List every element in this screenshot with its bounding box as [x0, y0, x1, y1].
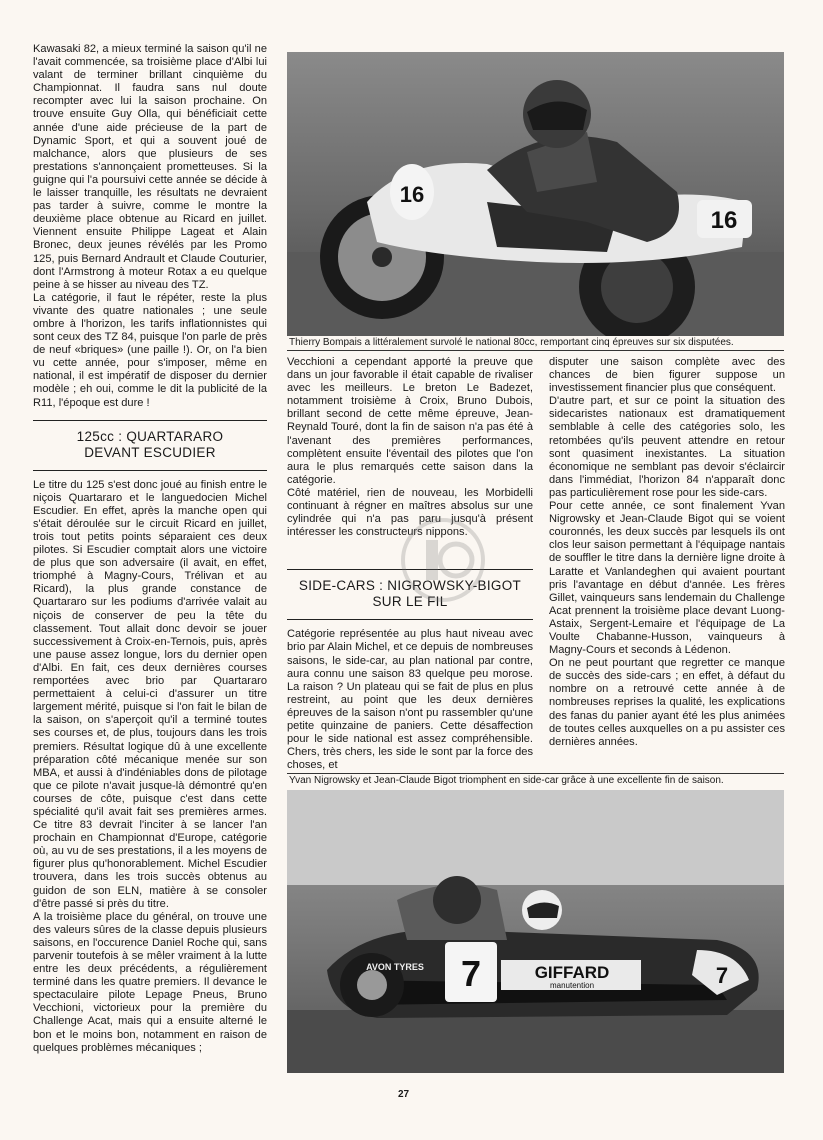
- col2-paragraph-1: Vecchioni a cependant apporté la preuve que dans un jour favorable il était capable de rivaliser avec les meilleurs. Le breton Le Badezet, notamment troisième à Croix, Bruno Dubois, brillant second de cette même épreuve, Jean-Reynald Touré, dont la fin de saison n'a pas été à l'avenant des premières performances, complètent ensuite l'éventail des pilotes que l'on aura le plus remarqués cette saison dans la catégorie.: [287, 356, 533, 486]
- bottom-front-number: 7: [460, 953, 482, 994]
- col2-paragraph-3: Catégorie représentée au plus haut niveau avec brio par Alain Michel, et ce depuis de nombreuses saisons, le side-car, au plan national par contre, aura connu une saison 83 quelque peu morose. La raison ? Un plateau qui se fait de plus en plus restreint, au point que les deux dernières épreuves de la saison n'ont pu rassembler qu'une petite quinzaine de paniers. Cette désaffection pour le side national est assez compréhensible. Chers, très chers, les side le sont par la force des choses, et: [287, 628, 533, 772]
- col3-paragraph-3: Pour cette année, ce sont finalement Yvan Nigrowsky et Jean-Claude Bigot qui se voient couronnés, les deux succès par lesquels ils ont clos leur saison permettant à l'équipage nantais de souffler le titre dans la dernière ligne droite à Laratte et Vanlandeghen qui avaient pourtant pris l'avantage en début d'année. Les frères Gillet, vainqueurs sans lendemain du Challenge Acat prennent la troisième place devant Luong-Astaix, Sergent-Lemaire et l'équipage de La Voulte Chabanne-Husson, vainqueurs à Magny-Cours et seconds à Lédenon.: [549, 500, 785, 657]
- column-3: [549, 356, 785, 749]
- col1-paragraph-4: A la troisième place du général, on trouve une des valeurs sûres de la classe depuis plusieurs saisons, en l'occurence Daniel Roche qui, sans parvenir toutefois à se mêler vraiment à la lutte entre les deux précédents, a régulièrement terminé dans les quatre premiers. Il devance le spectaculaire pilote Lepage Pneus, Bruno Vecchioni, victorieux pour la première du Challenge Acat, mais qui a ensuite alterné le bon et le moins bon, notamment en raison de quelques problèmes mécaniques ;: [33, 910, 267, 1054]
- photo-motorcycle-80cc: [287, 52, 784, 336]
- sponsor-name: GIFFARD: [534, 963, 610, 982]
- photo-sidecar: [287, 790, 784, 1073]
- caption-divider-bottom: [287, 773, 784, 774]
- col1-paragraph-1: Kawasaki 82, a mieux terminé la saison qu'il ne l'avait commencée, sa troisième place d'Albi lui valant de terminer brillant cinquième du Championnat. Il faudra sans nul doute recompter avec lui la saison prochaine. On trouve ensuite Guy Olla, qui bénéficiait cette année d'une aide précieuse de la part de Dynamic Sport, et qui a souvent joué de malchance, alors que plusieurs de ses prestations s'annonçaient prometteuses. Si la guigne qui l'a poursuivi cette année se décide à le laisser tranquille, les résultats ne devraient pas tarder à suivre, comme le montre la deuxième place obtenue au Ricard en juillet. Viennent ensuite Philippe Lageat et Alain Bronec, deux jeunes révélés par les Promo 125, puis Bernard Andrault et Claude Couturier, dont l'Armstrong à moteur Rotax a eu quelque peine à se hisser au niveau des TZ.: [33, 43, 267, 291]
- page-number: 27: [398, 1089, 410, 1100]
- col1-paragraph-2: La catégorie, il faut le répéter, reste la plus vivante des quatre nationales ; une seule ombre à l'horizon, les tarifs inflationnistes qui sont ceux des TZ 84, puisque l'on parle de près de neuf «briques» (une paille !). Or, on l'a bien vu cette année, pour s'imposer, même en national, il est impératif de disposer du dernier modèle ; eh oui, comme le dit la publicité de la R11, l'époque est dure !: [33, 291, 267, 409]
- col3-paragraph-1: disputer une saison complète avec des chances de bien figurer suppose un investissement financier plus que conséquent.: [549, 356, 785, 395]
- col3-paragraph-2: D'autre part, et sur ce point la situation des sidecaristes nationaux est dramatiquement semblable à celle des catégories solo, les retombées qu'ils peuvent attendre en retour sont quasiment inexistantes. La situation économique ne semblant pas devoir s'éclaircir dans l'immédiat, l'horizon 84 n'apparaît donc pas particulièrement rose pour les side-cars.: [549, 395, 785, 499]
- top-rear-number: 16: [710, 207, 738, 234]
- motorcycle-rider-image: [287, 52, 784, 336]
- column-1: [33, 43, 267, 1055]
- col3-paragraph-4: On ne peut pourtant que regretter ce manque de succès des side-cars ; en effet, à défaut du nombre on a retrouvé cette année à de nombreuses reprises la qualité, les explications des fanas du panier ayant été les plus animées de toutes celles auxquelles on a pu assister ces dernières années.: [549, 657, 785, 748]
- caption-divider-top: [287, 350, 784, 351]
- col1-paragraph-3: Le titre du 125 s'est donc joué au finish entre le niçois Quartararo et le languedocien Michel Escudier. En effet, après la manche open qui s'était déroulée sur le circuit Ricard en juillet, trois tout petits points séparaient ces deux pilotes. Si Escudier comptait alors une victoire de plus que son adversaire (il avait, en effet, triomphé à Magny-Cours, Trélivan et au Ricard), la plus grande constance de Quartararo sur les podiums d'arrivée valait au niçois de conserver de peu la tête du classement. Tout allait donc devoir se jouer successivement à Croix-en-Ternois, puis, après une pause assez longue, lors du dernier open d'Albi. En fait, ces deux dernières courses remportées avec brio par Quartararo permettaient à celui-ci d'assurer un titre largement mérité, puisque si l'on fait le bilan de la saison, on s'aperçoit qu'il a terminé toutes ses courses et, de plus, toujours dans les trois premiers. Résultat logique dû à une excellente préparation côté mécanique menée sur son MBA, et aussi à d'indéniables dons de pilotage que ce pilote n'avait jusque-là démontré qu'en courses de côte, puisque c'est dans cette spécialité qu'il avait fait ses premières armes. Ce titre 83 devrait l'inciter à se lancer l'an prochain en Championnat d'Europe, catégorie où, au vu de ses prestations, il a les moyens de figurer plus qu'honorablement. Michel Escudier trouvera, dans les trois succès obtenus au guidon de son ELN, matière à se consoler d'être passé si près du titre.: [33, 478, 267, 910]
- section-heading-125cc: [33, 420, 267, 471]
- sponsor-sub: manutention: [549, 981, 595, 990]
- sidecar-image: [287, 790, 784, 1073]
- bottom-photo-caption: Yvan Nigrowsky et Jean-Claude Bigot triomphent en side-car grâce à une excellente fin de saison.: [289, 775, 724, 786]
- tyres-brand: AVON TYRES: [366, 962, 424, 972]
- watermark-logo-icon: [398, 515, 488, 605]
- heading-line-1: 125cc : QUARTARARO: [76, 428, 224, 444]
- top-front-number: 16: [399, 182, 425, 207]
- heading-line-2: DEVANT ESCUDIER: [84, 444, 216, 460]
- bottom-rear-number: 7: [715, 963, 729, 988]
- col2-paragraph-2: Côté matériel, rien de nouveau, les Morbidelli continuant à régner en maîtres absolus sur une cylindrée qui n'a pas paru jusqu'à présent intéresser les constructeurs nippons.: [287, 486, 533, 539]
- heading-line-2: SUR LE FIL: [372, 594, 448, 610]
- top-photo-caption: Thierry Bompais a littéralement survolé le national 80cc, remportant cinq épreuves sur six disputées.: [289, 337, 734, 348]
- heading-line-1: SIDE-CARS : NIGROWSKY-BIGOT: [298, 578, 522, 594]
